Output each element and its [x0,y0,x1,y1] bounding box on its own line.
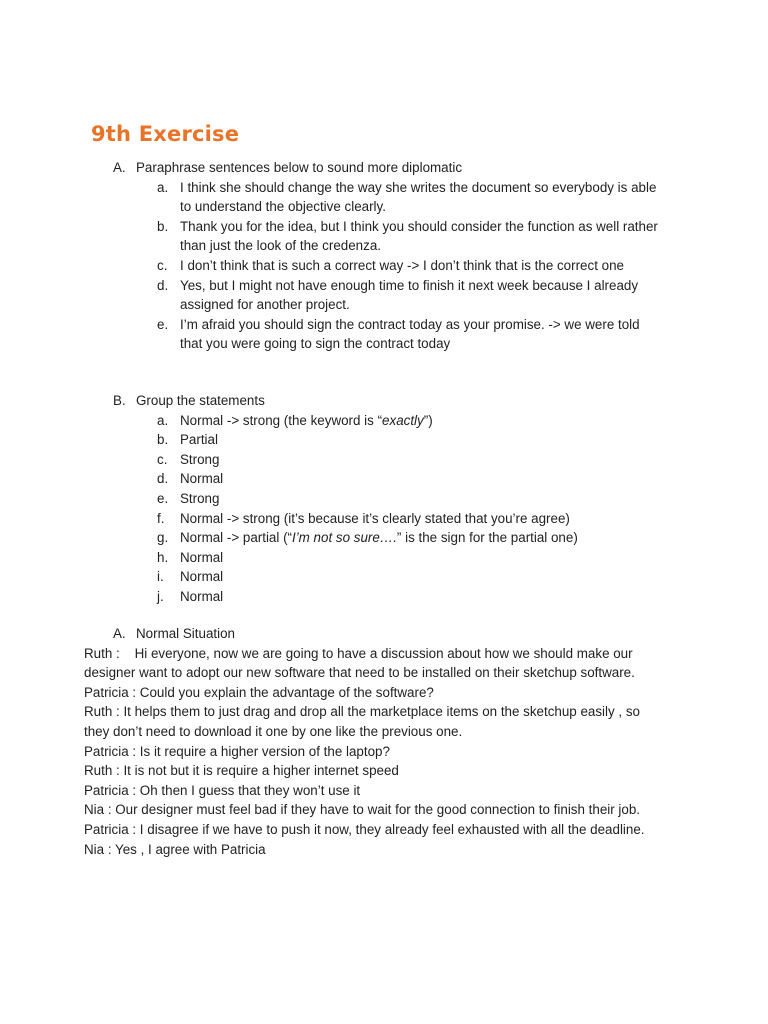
list-marker: a. [157,412,169,428]
list-item-text: to understand the objective clearly. [180,199,386,215]
list-item-text: Thank you for the idea, but I think you should consider the function as well rather [180,218,658,234]
list-marker: c. [157,258,168,273]
list-item-text [180,548,223,568]
item-text: Normal -> partial (“ [180,530,292,546]
list-item-text: than just the look of the credenza. [180,238,381,254]
list-item-text [180,469,223,489]
list-item-text [180,567,223,587]
list-item-text: I don’t think that is such a correct way -> I don’t think that is the correct one [180,258,624,273]
list-item-text: I think she should change the way she writes the document so everybody is able [180,179,657,195]
list-marker: b. [157,432,169,448]
list-item-text: assigned for another project. [180,297,350,313]
list-marker: a. [157,179,169,195]
list-marker: d. [157,471,169,487]
italic-keyword: I’m not so sure…. [291,530,397,546]
dialogue-text: Nia : Yes , I agree with Patricia [84,841,266,857]
item-text-end: ”) [423,412,433,428]
section-heading: Normal Situation [136,626,235,641]
list-item-text: I’m afraid you should sign the contract today as your promise. -> we were told [180,316,640,332]
list-marker: j. [157,589,164,604]
list-marker: c. [157,451,168,467]
list-item-text [180,411,433,431]
list-marker: h. [157,549,169,565]
list-item-text [180,430,218,450]
item-text: Normal [180,549,224,565]
dialogue-text: Nia : Our designer must feel bad if they have to wait for the good connection to finish their job. [84,802,641,818]
dialogue-text: Ruth : It helps them to just drag and drop all the marketplace items on the sketchup easily , so [84,704,641,720]
dialogue-text: Patricia : Is it require a higher version of the laptop? [84,743,390,759]
dialogue-text: Ruth : Hi everyone, now we are going to have a discussion about how we should make our [84,645,633,661]
item-text: Normal [180,471,224,487]
list-item-text [180,489,219,509]
item-text: Strong [180,451,220,467]
list-item-text [180,509,570,529]
item-text-end: ” is the sign for the partial one) [396,530,578,546]
dialogue-text: Ruth : It is not but it is require a higher internet speed [84,763,399,779]
list-item-text [180,450,219,470]
list-item-text [180,587,223,607]
list-marker: e. [157,316,169,332]
list-item-text: Yes, but I might not have enough time to finish it next week because I already [180,277,639,293]
item-text: Normal [180,569,224,585]
italic-keyword: exactly [382,412,424,428]
item-text: Normal -> strong (it’s because it’s clearly stated that you’re agree) [180,510,570,526]
list-marker: g. [157,530,169,546]
list-marker: A. [113,626,126,641]
section-heading: Paraphrase sentences below to sound more diplomatic [136,160,463,175]
dialogue-text: designer want to adopt our new software that need to be installed on their sketchup software. [84,665,635,681]
dialogue-text: Patricia : Could you explain the advantage of the software? [84,684,434,700]
list-marker: d. [157,277,169,293]
item-text: Strong [180,491,220,506]
list-item-text: that you were going to sign the contract today [180,336,451,352]
dialogue-text: Patricia : I disagree if we have to push it now, they already feel exhausted with all the deadline. [84,822,645,837]
list-item-text [180,528,578,548]
item-text: Normal [180,589,224,604]
list-marker: i. [157,569,164,585]
list-marker: e. [157,491,169,506]
page-title: 9th Exercise [91,122,240,146]
list-marker: B. [113,393,126,408]
item-text: Normal -> strong (the keyword is “ [180,412,383,428]
item-text: Partial [180,432,218,448]
list-marker: f. [157,510,165,526]
list-marker: A. [113,160,126,175]
dialogue-text: they don’t need to download it one by one like the previous one. [84,724,463,739]
list-marker: b. [157,218,169,234]
dialogue-text: Patricia : Oh then I guess that they won’t use it [84,782,361,798]
section-heading: Group the statements [136,393,265,408]
